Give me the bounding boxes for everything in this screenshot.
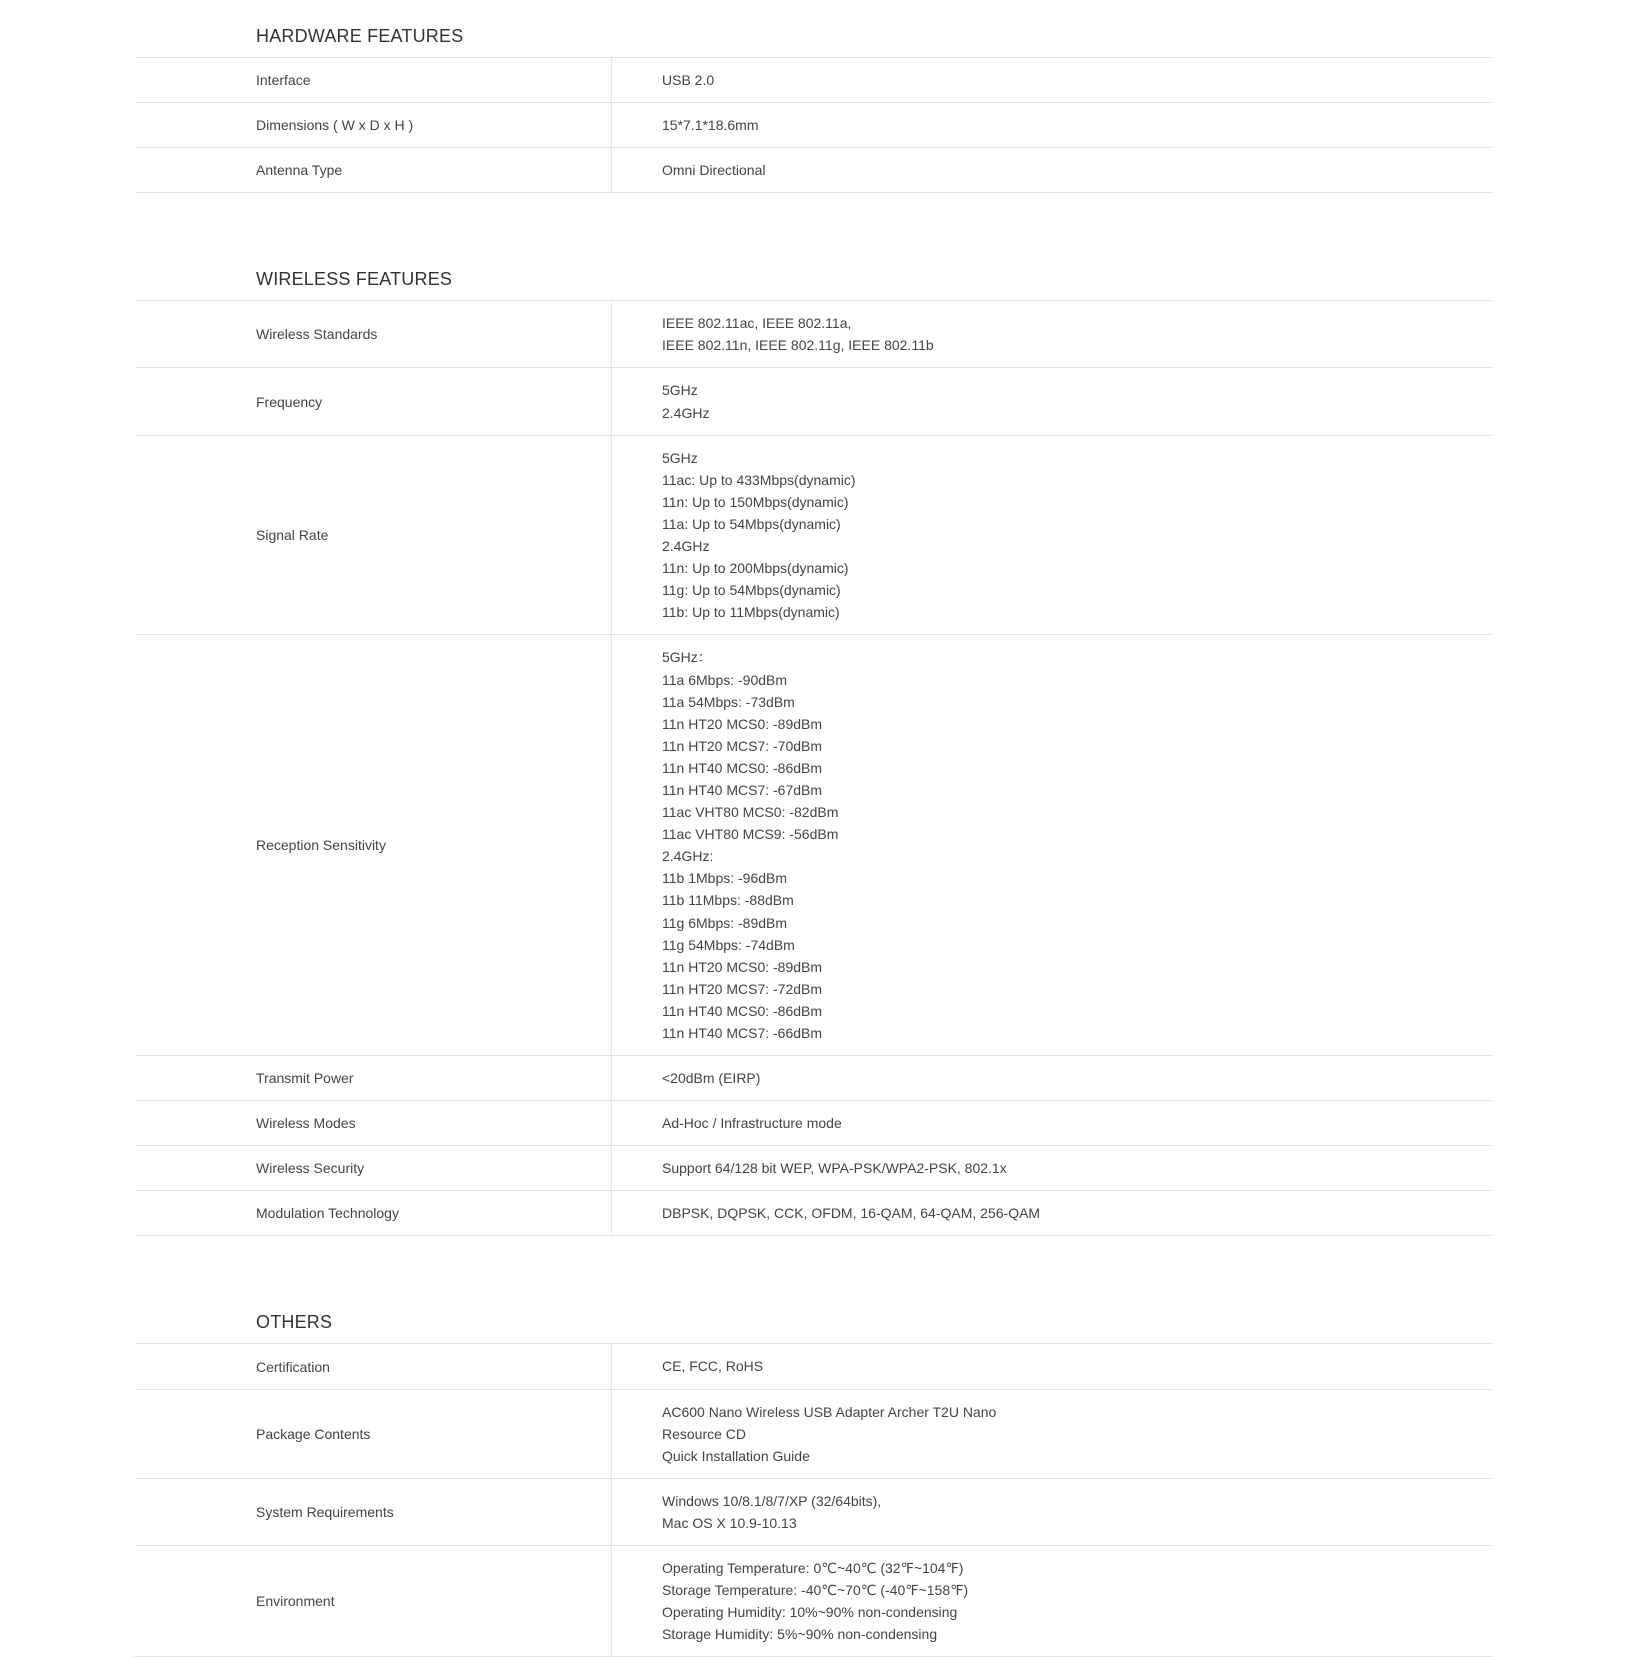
spec-value-line: 11n HT20 MCS7: -70dBm [662, 737, 823, 754]
spec-value [612, 1344, 1493, 1388]
spec-label: Environment [135, 1546, 612, 1656]
spec-row [135, 103, 1493, 148]
spec-value-line: 11ac VHT80 MCS0: -82dBm [662, 804, 839, 821]
spec-label: Interface [135, 58, 612, 102]
spec-value-line: Support 64/128 bit WEP, WPA-PSK/WPA2-PSK, 802.1x [662, 1160, 1007, 1177]
spec-value [612, 1479, 1493, 1545]
spec-row [135, 1344, 1493, 1389]
section-spacer [135, 193, 1493, 243]
spec-value-line: 11g 6Mbps: -89dBm [662, 914, 788, 931]
spec-value-line: Storage Temperature: -40℃~70℃ (-40℉~158℉) [662, 1582, 969, 1599]
spec-value-line: Resource CD [662, 1425, 747, 1442]
spec-value-line: 11a 54Mbps: -73dBm [662, 693, 795, 710]
section-spacer [135, 1236, 1493, 1286]
spec-value-line: 11ac: Up to 433Mbps(dynamic) [662, 471, 856, 488]
spec-row [135, 1101, 1493, 1146]
spec-row [135, 1390, 1493, 1479]
spec-value-line: 11a 6Mbps: -90dBm [662, 671, 788, 688]
spec-value-line: 11n HT20 MCS0: -89dBm [662, 958, 823, 975]
spec-value-line: Windows 10/8.1/8/7/XP (32/64bits), [662, 1492, 882, 1509]
spec-label: Wireless Security [135, 1146, 612, 1190]
spec-row [135, 301, 1493, 368]
spec-value [612, 58, 1493, 102]
spec-value-line: AC600 Nano Wireless USB Adapter Archer T2U Nano [662, 1403, 997, 1420]
spec-row [135, 1479, 1493, 1546]
spec-row [135, 1146, 1493, 1191]
spec-value-line: 11g 54Mbps: -74dBm [662, 936, 795, 953]
spec-row [135, 1546, 1493, 1657]
spec-value [612, 368, 1493, 434]
spec-value [612, 1056, 1493, 1100]
spec-value [612, 301, 1493, 367]
spec-value-line: Operating Humidity: 10%~90% non-condensing [662, 1604, 958, 1621]
spec-value [612, 635, 1493, 1055]
spec-label: Antenna Type [135, 148, 612, 192]
spec-value-line: 2.4GHz: [662, 848, 714, 865]
spec-label: Certification [135, 1344, 612, 1388]
spec-label: Dimensions ( W x D x H ) [135, 103, 612, 147]
spec-value-line: 11n HT40 MCS0: -86dBm [662, 759, 823, 776]
spec-row [135, 148, 1493, 193]
spec-value-line: 11n HT40 MCS7: -66dBm [662, 1025, 823, 1041]
spec-value-line: Ad-Hoc / Infrastructure mode [662, 1115, 842, 1132]
spec-value-line: 11g: Up to 54Mbps(dynamic) [662, 582, 841, 599]
spec-value [612, 1101, 1493, 1145]
spec-value-line: 11b: Up to 11Mbps(dynamic) [662, 604, 840, 621]
spec-value [612, 1390, 1493, 1478]
spec-row [135, 1191, 1493, 1236]
spec-value-line: 11n HT40 MCS7: -67dBm [662, 781, 823, 798]
spec-value-line: 11n: Up to 150Mbps(dynamic) [662, 493, 849, 510]
spec-value-line: 11a: Up to 54Mbps(dynamic) [662, 515, 841, 532]
spec-label: System Requirements [135, 1479, 612, 1545]
spec-row [135, 635, 1493, 1056]
spec-value [612, 1191, 1493, 1235]
spec-value-line: CE, FCC, RoHS [662, 1358, 764, 1375]
spec-value-line: Storage Humidity: 5%~90% non-condensing [662, 1626, 938, 1643]
spec-value-line: 11ac VHT80 MCS9: -56dBm [662, 826, 839, 843]
spec-value-line: 11b 11Mbps: -88dBm [662, 892, 794, 909]
spec-value-line: 5GHz [662, 382, 698, 399]
spec-label: Wireless Standards [135, 301, 612, 367]
specifications-table [135, 0, 1493, 1657]
spec-value-line: IEEE 802.11ac, IEEE 802.11a, [662, 315, 852, 332]
spec-label: Wireless Modes [135, 1101, 612, 1145]
spec-value-line: 11n HT20 MCS7: -72dBm [662, 980, 823, 997]
spec-value [612, 148, 1493, 192]
spec-value [612, 103, 1493, 147]
spec-value-line: Quick Installation Guide [662, 1447, 810, 1464]
spec-value-line: 11n: Up to 200Mbps(dynamic) [662, 560, 849, 577]
spec-value-line: 11n HT20 MCS0: -89dBm [662, 715, 823, 732]
spec-value-line: Operating Temperature: 0℃~40℃ (32℉~104℉) [662, 1560, 964, 1577]
spec-value-line: 5GHz： [662, 649, 712, 666]
spec-value [612, 436, 1493, 635]
spec-value-line: USB 2.0 [662, 72, 715, 88]
spec-row [135, 368, 1493, 435]
spec-label: Reception Sensitivity [135, 635, 612, 1055]
spec-value-line: <20dBm (EIRP) [662, 1070, 761, 1087]
section-title: WIRELESS FEATURES [135, 243, 1493, 301]
spec-value-line: IEEE 802.11n, IEEE 802.11g, IEEE 802.11b [662, 337, 934, 354]
spec-label: Signal Rate [135, 436, 612, 635]
spec-value [612, 1146, 1493, 1190]
spec-value-line: 11n HT40 MCS0: -86dBm [662, 1002, 823, 1019]
spec-value-line: 15*7.1*18.6mm [662, 117, 759, 134]
spec-value-line: Mac OS X 10.9-10.13 [662, 1514, 797, 1531]
section-title: HARDWARE FEATURES [135, 0, 1493, 58]
spec-value-line: DBPSK, DQPSK, CCK, OFDM, 16-QAM, 64-QAM, 256-QAM [662, 1205, 1041, 1222]
spec-value-line: 11b 1Mbps: -96dBm [662, 870, 788, 887]
spec-label: Package Contents [135, 1390, 612, 1478]
spec-row [135, 58, 1493, 103]
section-title: OTHERS [135, 1286, 1493, 1344]
spec-label: Frequency [135, 368, 612, 434]
spec-value-line: 2.4GHz [662, 404, 710, 421]
spec-value [612, 1546, 1493, 1656]
spec-value-line: 5GHz [662, 449, 698, 466]
spec-value-line: 2.4GHz [662, 538, 710, 555]
spec-value-line: Omni Directional [662, 162, 766, 179]
spec-label: Transmit Power [135, 1056, 612, 1100]
spec-label: Modulation Technology [135, 1191, 612, 1235]
spec-row [135, 436, 1493, 636]
spec-row [135, 1056, 1493, 1101]
